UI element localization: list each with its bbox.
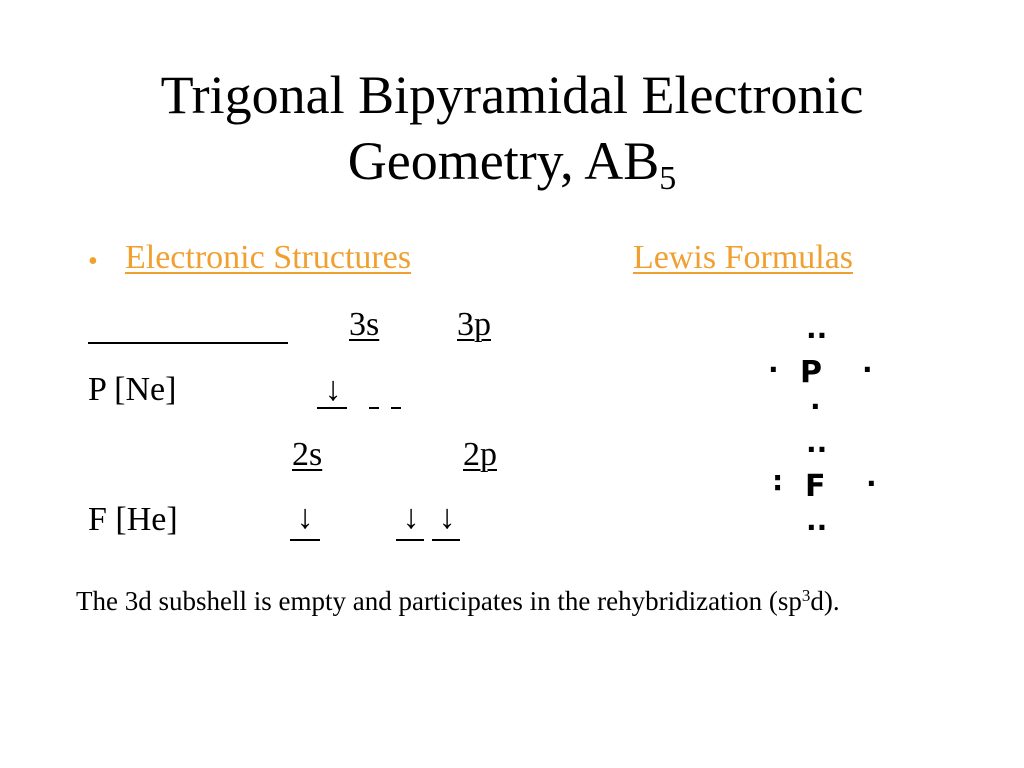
p-3s-orbital-line [317,407,347,409]
f-dot-right: · [866,467,877,500]
p-electron-config-label: P [Ne] [88,371,177,408]
f-2p-orbital-line-2 [432,539,460,541]
f-lone-pair-bottom: ·· [806,511,828,544]
slide-title [0,62,1024,197]
p-3s-arrow: ↓ [324,371,342,408]
f-2p-heading: 2p [463,436,497,473]
p-3p-orbital-line-2 [391,407,401,409]
f-2p-arrow-1: ↓ [402,499,420,536]
f-2p-arrow-2: ↓ [438,499,456,536]
note-text: The 3d subshell is empty and participates in the rehybridization (sp [76,586,802,616]
p-dot-left: · [768,353,779,386]
p-dot-bottom: · [810,390,821,423]
p-dot-right: · [862,353,873,386]
p-3s-heading: 3s [349,306,380,343]
label-underline-blank [88,342,288,344]
title-line-2 [0,128,1024,197]
f-2s-arrow: ↓ [296,499,314,536]
bullet-marker: • [88,246,98,277]
rehybridization-note [76,582,956,620]
title-subscript: 5 [659,160,677,197]
lewis-p-symbol: P [800,355,822,390]
title-line-2-text: Geometry, AB [347,131,660,191]
lewis-f-symbol: F [805,469,826,504]
note-superscript: 3 [801,586,811,605]
electronic-structures-link[interactable]: Electronic Structures [125,239,412,276]
f-2s-heading: 2s [292,436,323,473]
f-2s-orbital-line [290,539,320,541]
note-text-end: d). [810,586,840,616]
f-lone-pair-left: : [772,464,784,497]
lewis-formulas-link[interactable]: Lewis Formulas [633,239,854,276]
f-lone-pair-top: ·· [806,433,828,466]
title-line-1: Trigonal Bipyramidal Electronic [160,65,864,125]
f-electron-config-label: F [He] [88,501,178,538]
p-lone-pair-top: ·· [806,319,828,352]
p-3p-heading: 3p [457,306,491,343]
p-3p-orbital-line-1 [369,407,379,409]
f-2p-orbital-line-1 [396,539,424,541]
